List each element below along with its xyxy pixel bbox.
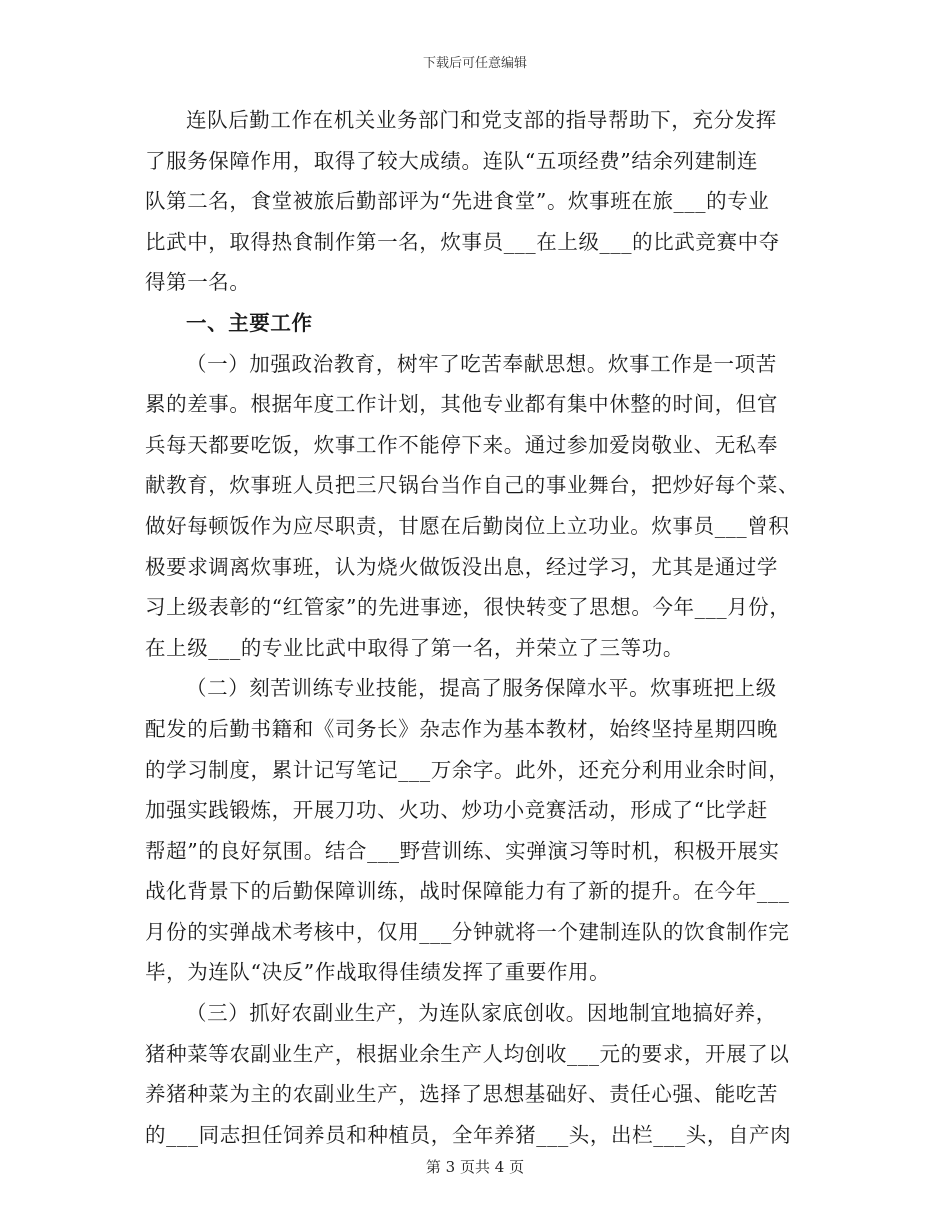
- text-line: 比武中，取得热食制作第一名，炊事员___在上级___的比武竞赛中夺: [145, 229, 780, 254]
- text-line: 献教育，炊事班人员把三尺锅台当作自己的事业舞台，把炒好每个菜、: [145, 473, 800, 498]
- text-line: 得第一名。: [145, 270, 251, 295]
- text-line: （三）抓好农副业生产，为连队家底创收。因地制宜地搞好养，: [186, 1001, 777, 1026]
- text-line: 了服务保障作用，取得了较大成绩。连队“五项经费”结余列建制连: [145, 148, 758, 173]
- text-line: 极要求调离炊事班，认为烧火做饭没出息，经过学习，尤其是通过学: [145, 554, 778, 579]
- paragraph: [145, 100, 805, 303]
- text-line: 兵每天都要吃饭，炊事工作不能停下来。通过参加爱岗敬业、无私奉: [145, 432, 778, 457]
- page-header: 下载后可任意编辑: [422, 56, 527, 71]
- text-line: 月份的实弹战术考核中，仅用___分钟就将一个建制连队的饮食制作完: [145, 919, 790, 944]
- text-line: 配发的后勤书籍和《司务长》杂志作为基本教材，始终坚持星期四晚: [145, 716, 778, 741]
- text-line: 加强实践锻炼，开展刀功、火功、炒功小竞赛活动，形成了“比学赶: [145, 798, 768, 823]
- text-line: （一）加强政治教育，树牢了吃苦奉献思想。炊事工作是一项苦: [186, 351, 777, 376]
- paragraph: [145, 344, 805, 669]
- text-line: 的学习制度，累计记写笔记___万余字。此外，还充分利用业余时间，: [145, 757, 790, 782]
- text-line: 的___同志担任饲养员和种植员，全年养猪___头，出栏___头，自产肉: [145, 1122, 792, 1147]
- text-line: 帮超”的良好氛围。结合___野营训练、实弹演习等时机，积极开展实: [145, 838, 780, 863]
- text-line: 队第二名，食堂被旅后勤部评为“先进食堂”。炊事班在旅___的专业: [145, 189, 770, 214]
- text-line: 一、主要工作: [186, 310, 313, 335]
- text-line: 在上级___的专业比武中取得了第一名，并荣立了三等功。: [145, 635, 684, 660]
- page-footer: 第 3 页共 4 页: [425, 1158, 525, 1176]
- text-line: 战化背景下的后勤保障训练，战时保障能力有了新的提升。在今年___: [145, 879, 790, 904]
- text-line: 累的差事。根据年度工作计划，其他专业都有集中休整的时间，但官: [145, 392, 778, 417]
- text-line: 猪种菜等农副业生产，根据业余生产人均创收___元的要求，开展了以: [145, 1041, 790, 1066]
- text-line: 毕，为连队“决反”作战取得佳绩发挥了重要作用。: [145, 960, 611, 985]
- section-heading: [145, 303, 805, 344]
- text-line: 做好每顿饭作为应尽职责，甘愿在后勤岗位上立功业。炊事员___曾积: [145, 513, 790, 538]
- paragraph: [145, 668, 805, 993]
- paragraph: [145, 993, 805, 1155]
- text-line: 连队后勤工作在机关业务部门和党支部的指导帮助下，充分发挥: [186, 108, 777, 132]
- text-line: 习上级表彰的“红管家”的先进事迹，很快转变了思想。今年___月份，: [145, 595, 791, 620]
- text-line: 养猪种菜为主的农副业生产，选择了思想基础好、责任心强、能吃苦: [145, 1082, 778, 1107]
- text-line: （二）刻苦训练专业技能，提高了服务保障水平。炊事班把上级: [186, 676, 777, 701]
- document-body: [145, 100, 805, 1155]
